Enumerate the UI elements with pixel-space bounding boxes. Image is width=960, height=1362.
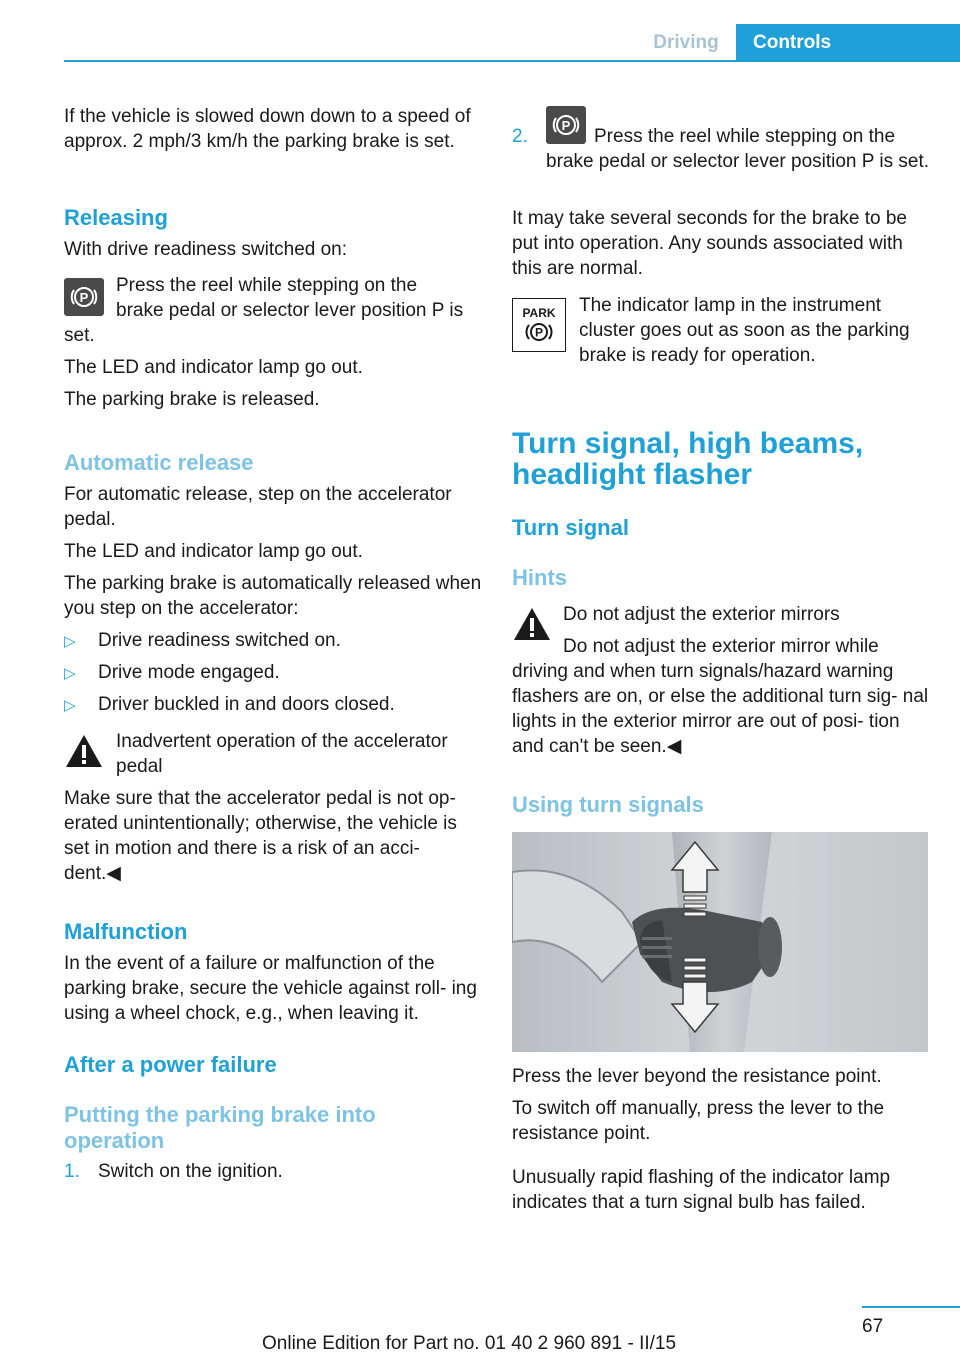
hint-text-b: driving and when turn signals/hazard warning flashers are on, or else the additional turn sig‐ nal lights in the exterior mirror are out of posi‐ tion and can't be seen.◀ (512, 661, 929, 757)
footer-divider (862, 1306, 960, 1308)
releasing-released: The parking brake is released. (64, 389, 320, 410)
auto-led: The LED and indicator lamp go out. (64, 541, 363, 562)
step-number: 1. (64, 1161, 80, 1182)
seconds-text: It may take several seconds for the brake to be put into operation. Any sounds associated with this are normal. (512, 208, 907, 279)
list-item: Drive readiness switched on. (98, 630, 341, 651)
warning-icon (512, 605, 552, 643)
putting-into-operation-heading: Putting the parking brake into operation (64, 1102, 376, 1153)
releasing-heading: Releasing (64, 205, 168, 230)
step2-text-b: brake pedal or selector lever position P is set. (546, 151, 930, 172)
auto-text: For automatic release, step on the accelerator pedal. (64, 484, 452, 530)
intro-text: If the vehicle is slowed down down to a speed of approx. 2 mph/3 km/h the parking brake is set. (64, 106, 471, 152)
releasing-sub: With drive readiness switched on: (64, 239, 348, 260)
bullet-icon: ▷ (64, 633, 76, 650)
header-divider (64, 60, 960, 62)
bullet-icon: ▷ (64, 665, 76, 682)
list-item: Drive mode engaged. (98, 662, 280, 683)
bullet-icon: ▷ (64, 697, 76, 714)
warning-icon (64, 732, 104, 770)
svg-text:P: P (534, 325, 544, 339)
tab-controls[interactable]: Controls (736, 24, 960, 62)
malfunction-heading: Malfunction (64, 919, 188, 944)
warning-text: Make sure that the accelerator pedal is not op‐ erated unintentionally; otherwise, the vehicle is set in motion and there is a risk of an acci‐ dent.◀ (64, 788, 457, 884)
indicator-text: The indicator lamp in the instrument cluster goes out as soon as the parking brake is ready for operation. (579, 295, 910, 366)
automatic-release-heading: Automatic release (64, 450, 254, 475)
tab-driving[interactable]: Driving (653, 32, 719, 53)
turn-signal-heading: Turn signal (512, 515, 629, 540)
page-number: 67 (862, 1316, 884, 1337)
switch-off-text: To switch off manually, press the lever to the resistance point. (512, 1098, 885, 1144)
power-failure-heading: After a power failure (64, 1052, 277, 1077)
warning-title-b: pedal (116, 756, 163, 777)
turn-signal-lever-illustration (512, 832, 928, 1052)
park-indicator-icon (512, 298, 566, 352)
hint-text-a: Do not adjust the exterior mirror while (563, 636, 879, 657)
malfunction-text: In the event of a failure or malfunction of the parking brake, secure the vehicle against roll‐ ing using a wheel chock, e.g., when leaving it. (64, 953, 477, 1024)
warning-title-a: Inadvertent operation of the accelerator (116, 731, 448, 752)
releasing-press-c: set. (64, 325, 95, 346)
list-item: Driver buckled in and doors closed. (98, 694, 395, 715)
releasing-press-b: brake pedal or selector lever position P is (116, 300, 464, 321)
hint-title: Do not adjust the exterior mirrors (563, 604, 840, 625)
press-lever-text: Press the lever beyond the resistance point. (512, 1066, 882, 1087)
step1-text: Switch on the ignition. (98, 1161, 283, 1182)
park-label: PARK (522, 305, 556, 320)
footer-edition: Online Edition for Part no. 01 40 2 960 891 - II/15 (262, 1333, 677, 1354)
hints-heading: Hints (512, 565, 567, 590)
using-turn-signals-heading: Using turn signals (512, 792, 704, 817)
auto-released: The parking brake is automatically released when you step on the accelerator: (64, 573, 482, 619)
main-section-heading: Turn signal, high beams, headlight flasher (512, 427, 864, 491)
step-number: 2. (512, 126, 528, 147)
parking-brake-icon (546, 106, 586, 144)
svg-text:P: P (79, 290, 89, 305)
releasing-led: The LED and indicator lamp go out. (64, 357, 363, 378)
step2-text-a: Press the reel while stepping on the (594, 126, 896, 147)
releasing-press-a: Press the reel while stepping on the (116, 275, 418, 296)
rapid-flash-text: Unusually rapid flashing of the indicator lamp indicates that a turn signal bulb has failed. (512, 1167, 891, 1213)
parking-brake-icon (64, 278, 104, 316)
svg-text:P: P (561, 118, 571, 133)
